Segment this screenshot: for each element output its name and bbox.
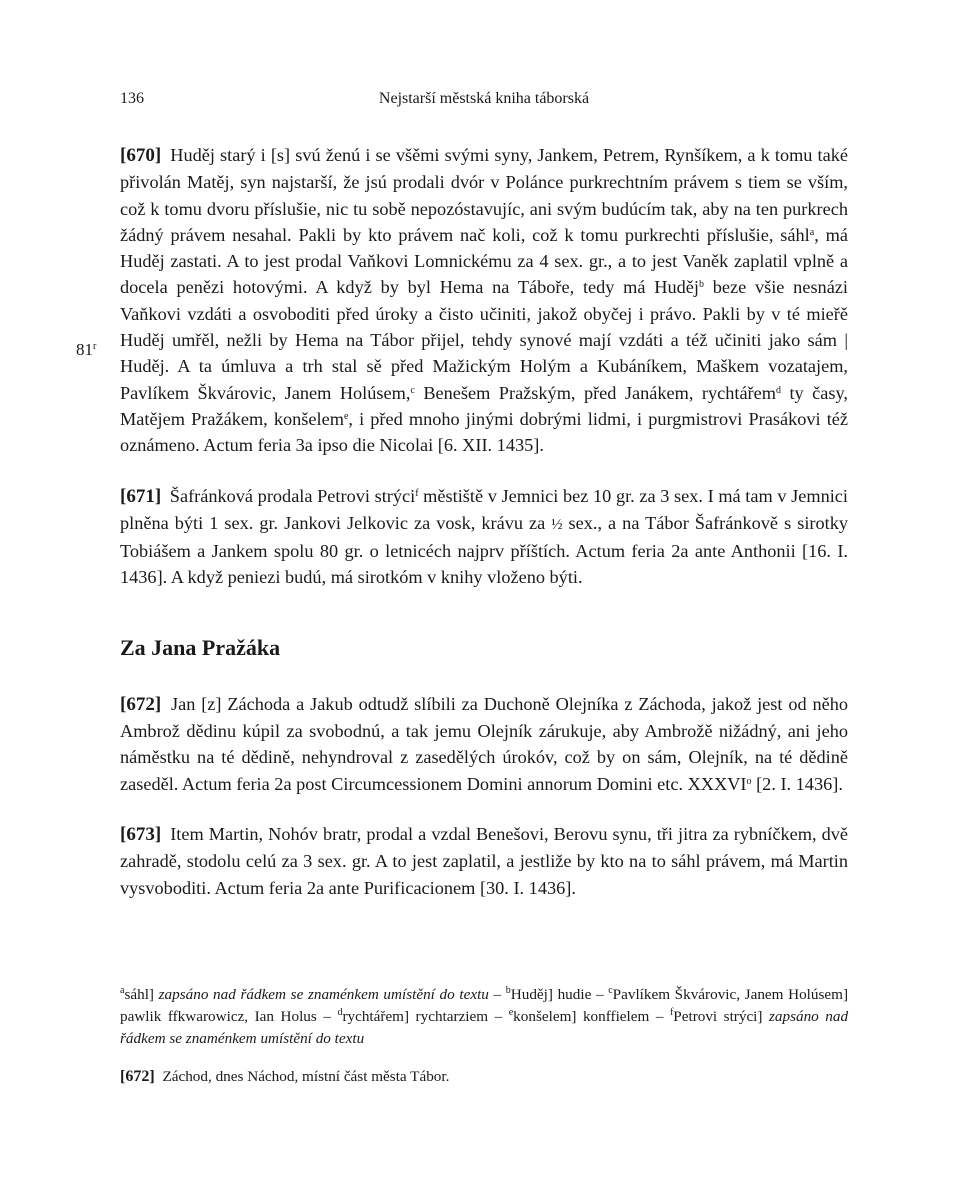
entry-number: [670] (120, 145, 162, 166)
footnote-mark: c (608, 985, 613, 996)
main-text (120, 142, 848, 925)
fraction: ½ (551, 516, 563, 533)
page-header (120, 90, 848, 114)
entry-text: Item Martin, Nohóv bratr, prodal a vzdal Benešovi, Berovu synu, tři jitra za rybníčkem, dvě zahradě, stodolu celú za 3 sex. gr. A to jest zaplatil, a jestliže by kto na to sáhl právem, má Martin vysvoboditi. Actum feria 2a ante Purificacionem [30. I. 1436]. (120, 823, 848, 898)
entry-672 (120, 691, 848, 797)
entry-text: Huděj starý i [s] svú ženú i se všěmi svými syny, Jankem, Petrem, Rynšíkem, a k tomu také přivolán Matěj, syn najstarší, že jsú prodali dvór v Polánce purkrechtním právem s tiem se vším, což k tomu dvoru příslušie, nic tu sobě nepozóstavujíc, ani svým budúcím tak, aby na ten purkrech žádný právem nesahal. Pakli by kto právem nač koli, což k tomu purkrechti příslušie, sáhl (120, 145, 848, 245)
footnote-mark: e (508, 1007, 514, 1018)
footnote-mark: f (669, 1007, 674, 1018)
footnote-text: rychtářem] rychtarziem (342, 1008, 489, 1025)
footnote-separator: – (488, 986, 506, 1003)
entry-text: Jan [z] Záchoda a Jakub odtudž slíbili za Duchoně Olejníka z Záchoda, jakož jest od něho Ambrož dědinu kúpil za svobodnú, a tak jemu Olejník zárukuje, aby Ambrožě nižádný, ani jeho náměstku na té dědině, nehyndroval z zasedělých úrokóv, což by on sám, Olejník, na té dědině zaseděl. Actum feria 2a post Circumcessionem Domini annorum Domini etc. XXXVI (120, 693, 848, 794)
footnote-mark: d (337, 1007, 343, 1018)
commentary-number: [672] (120, 1068, 155, 1085)
entry-671 (120, 483, 848, 591)
footnote-text: Huděj] hudie (510, 986, 592, 1003)
footnote-lemma: sáhl] (124, 986, 154, 1003)
footnote-text: konšelem] konffielem (513, 1008, 650, 1025)
footnote-note: zapsáno nad řádkem se znaménkem umístění do textu (158, 986, 489, 1003)
entry-670 (120, 142, 848, 459)
entry-text: beze všie nesnázi Vaňkovi vzdáti a osvoboditi před úroky a čisto učiniti, jakož obyčej i právo. Pakli by v té mieřě Huděj umřěl, nežli by Hema na Tábor přijel, tehdy synové mají vzdáti a též učiniti jako sám | Huděj. A ta úmluva a trh stal sě před Mažickým Holým a Kubáníkem, Maškem vozatajem, Pavlíkem Škvárovic, Janem Holúsem, (120, 277, 849, 403)
entry-number: [671] (120, 485, 162, 507)
footnote-separator: – (591, 986, 609, 1003)
entry-number: [673] (120, 823, 162, 845)
footnote-mark: a (120, 985, 125, 996)
footnote-mark: a (809, 226, 815, 238)
footnote-note: zapsáno nad řádkem se znaménkem umístění do textu (120, 1008, 849, 1047)
critical-apparatus (120, 984, 848, 1050)
entry-text: , má Huděj zastati. A to jest prodal Vaňkovi Lomnickému za 4 sex. gr., a to jest Vaněk zaplatil vplně a docela penězi hotovými. A když by byl Hema na Táboře, tedy má Huděj (120, 224, 848, 298)
footnote-separator: – (488, 1008, 509, 1025)
entry-text: sex., a na Tábor Šafránkově s sirotky Tobiášem a Jankem spolu 80 gr. o letnicéch najprv příštích. Actum feria 2a ante Anthonii [16. I. 1436]. A když peniezi budú, má sirotkóm v knihy vloženo býti. (120, 512, 848, 588)
footnote-mark: b (505, 985, 511, 996)
folio-marker (76, 337, 96, 363)
footnote-text: Pavlíkem Škvárovic, Janem Holúsem] pawlik ffkwarowicz, Ian Holus (120, 986, 849, 1025)
footnote-separator: – (649, 1008, 670, 1025)
folio-recto-mark: r (93, 341, 97, 352)
running-title: Nejstarší městská kniha táborská (378, 90, 590, 107)
entry-text: Šafránková prodala Petrovi strýci (169, 485, 416, 506)
superscript: o (746, 775, 752, 787)
entry-number: [672] (120, 693, 162, 715)
entry-text: městiště v Jemnici bez 10 gr. za 3 sex. I má tam v Jemnici plněna býti 1 sex. gr. Jankovi Jelkovic za vosk, krávu za (120, 485, 848, 533)
commentary-text: Záchod, dnes Náchod, místní část města Tábor. (162, 1068, 450, 1085)
entry-text: , i před mnoho jinými dobrými lidmi, i purgmistrovi Prasákovi též oznámeno. Actum feria 3a ipso die Nicolai [6. XII. 1435]. (120, 408, 849, 456)
footnote-mark: f (415, 487, 419, 499)
page-number: 136 (120, 90, 144, 107)
entry-text: [2. I. 1436]. (751, 773, 843, 794)
footnote-mark: d (775, 384, 781, 396)
footnote-mark: b (698, 279, 704, 291)
footnote-separator: – (316, 1008, 338, 1025)
entry-text: Benešem Pražským, před Janákem, rychtářem (414, 382, 776, 403)
folio-number: 81 (76, 340, 93, 359)
entry-text: ty časy, Matějem Pražákem, konšelem (120, 382, 848, 429)
footnote-mark: e (343, 410, 349, 422)
footnote-lemma: Petrovi strýci] (673, 1008, 763, 1025)
footnote-mark: c (410, 384, 415, 396)
section-heading: Za Jana Pražáka (120, 634, 281, 660)
commentary-note (120, 1066, 848, 1088)
entry-673 (120, 821, 848, 901)
footnotes (120, 984, 848, 1088)
